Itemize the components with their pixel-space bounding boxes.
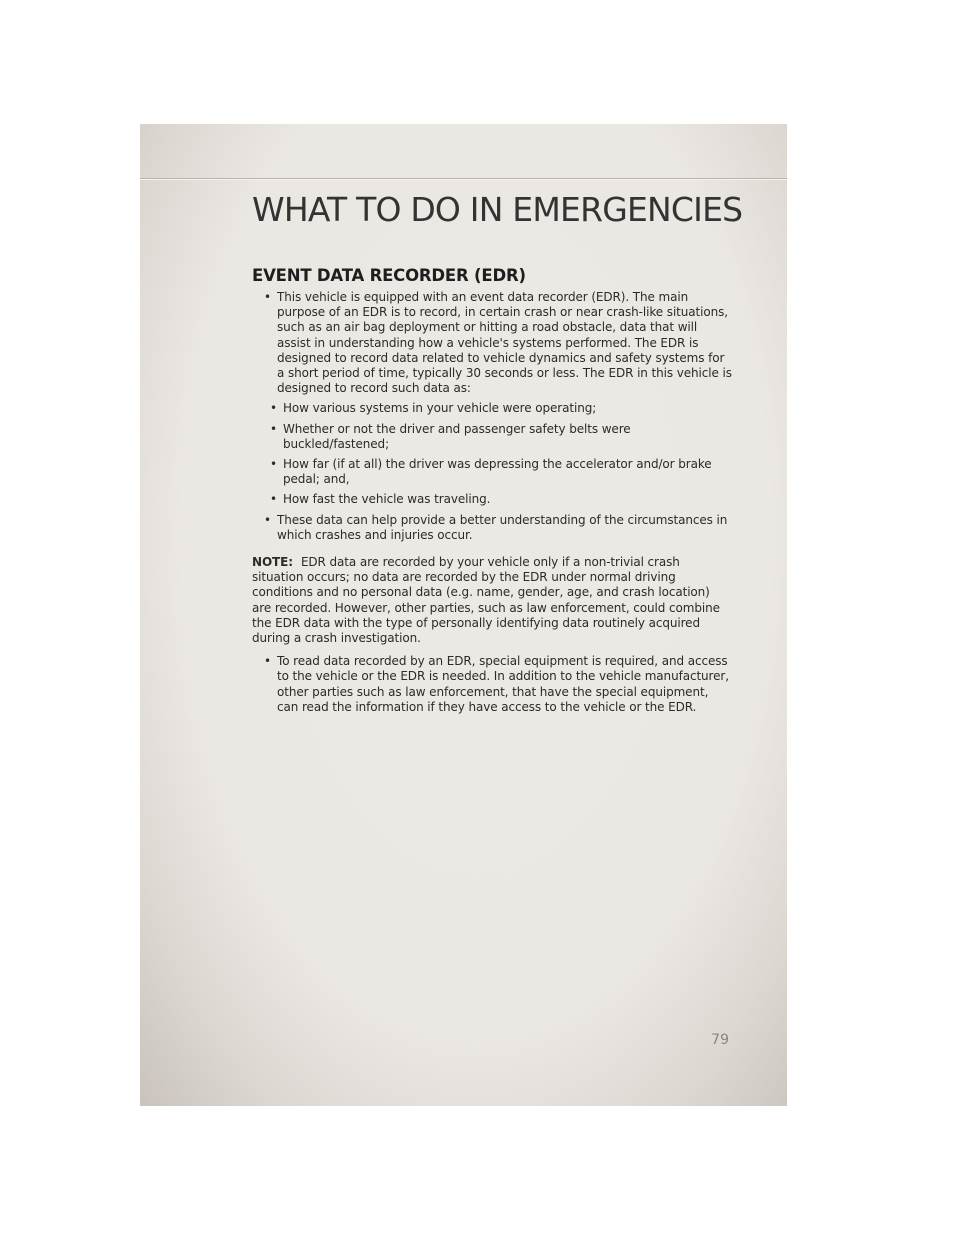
- bullet-list: [252, 654, 732, 715]
- note-paragraph: [252, 555, 732, 646]
- section-body: [252, 290, 732, 715]
- chapter-title: WHAT TO DO IN EMERGENCIES: [252, 190, 743, 229]
- bullet-list: [252, 290, 732, 396]
- header-rule: [140, 178, 787, 180]
- sub-bullet-item: • How fast the vehicle was traveling.: [252, 492, 732, 507]
- note-label: NOTE:: [252, 555, 293, 570]
- page-content: [252, 186, 743, 720]
- page-number: 79: [711, 1032, 729, 1048]
- sub-bullet-list: [252, 401, 732, 507]
- sub-bullet-item: • Whether or not the driver and passenger safety belts were buckled/fastened;: [252, 422, 732, 452]
- bullet-intro: [252, 290, 732, 396]
- manual-page: [140, 124, 787, 1106]
- sub-bullet-item: • How various systems in your vehicle were operating;: [252, 401, 732, 416]
- sub-bullet-item: • How far (if at all) the driver was depressing the accelerator and/or brake pedal; and,: [252, 457, 732, 487]
- bullet-second: • These data can help provide a better understanding of the circumstances in which crashes and injuries occur.: [252, 513, 732, 543]
- bullet-intro-text: This vehicle is equipped with an event data recorder (EDR). The main purpose of an EDR is to record, in certain crash or near crash-like situations, such as an air bag deployment or hitting a road obstacle, data that will assist in understanding how a vehicle's systems performed. The EDR is designed to record data related to vehicle dynamics and safety systems for a short period of time, typically 30 seconds or less. The EDR in this vehicle is designed to record such data as:: [277, 290, 732, 396]
- bullet-list: [252, 513, 732, 543]
- bullet-final: • To read data recorded by an EDR, special equipment is required, and access to the vehicle or the EDR is needed. In addition to the vehicle manufacturer, other parties such as law enforcement, that have the special equipment, can read the information if they have access to the vehicle or the EDR.: [252, 654, 732, 715]
- section-heading: EVENT DATA RECORDER (EDR): [252, 266, 526, 285]
- note-text: EDR data are recorded by your vehicle only if a non-trivial crash situation occurs; no data are recorded by the EDR under normal driving conditions and no personal data (e.g. name, gender, age, and crash location) are recorded. However, other parties, such as law enforcement, could combine the EDR data with the type of personally identifying data routinely acquired during a crash investigation.: [252, 555, 720, 646]
